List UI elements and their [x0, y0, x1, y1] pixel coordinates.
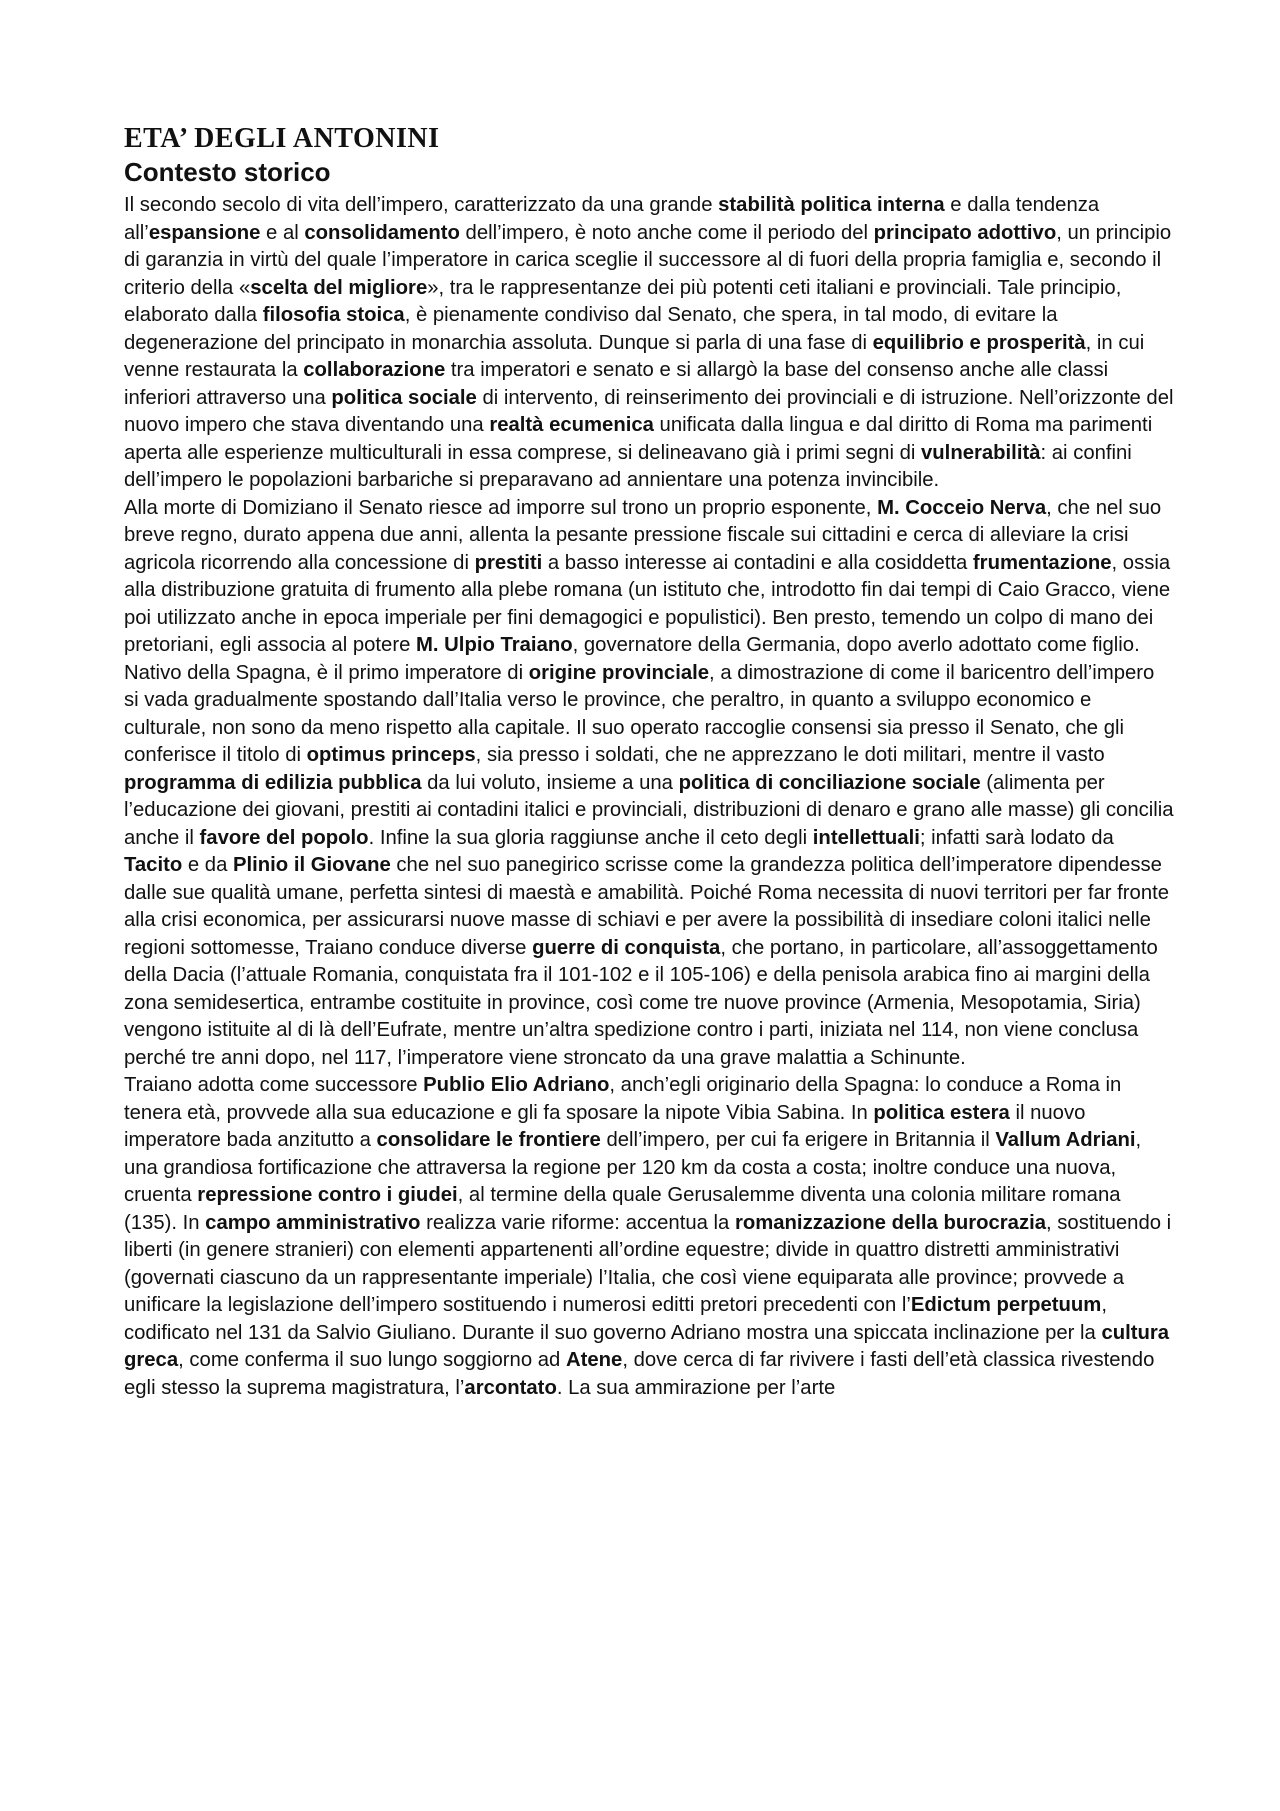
bold-term: intellettuali — [812, 826, 920, 849]
text-run: dell’impero, è noto anche come il periodo del — [459, 221, 874, 244]
text-run: dell’impero, per cui fa erigere in Britannia il — [600, 1129, 996, 1151]
text-run: e da — [182, 854, 233, 876]
bold-term: M. Cocceio Nerva — [877, 496, 1047, 519]
text-run: , che portano, in particolare, all’assoggettamento della Dacia (l’attuale Romania, conquistata fra il 101-102 e il 105-106) e della penisola arabica fino ai margini della zona semidesertica, entrambe costituite in province, così come tre nuove province (Armenia, Mesopotamia, Siria) vengono istituite al di là dell’Eufrate, mentre un’altra spedizione contro i parti, iniziata nel 114, non viene conclusa perché tre anni dopo, nel 117, l’imperatore viene stroncato da una grave malattia a Schinunte. — [124, 936, 1158, 1069]
text-run: di intervento, di reinserimento dei provinciali e di istruzione. Nell’orizzonte del nuovo impero che stava diventando una — [124, 386, 1174, 436]
bold-term: scelta del migliore — [250, 276, 428, 299]
document-body — [124, 192, 1174, 1402]
text-run: Traiano adotta come successore — [124, 1074, 424, 1096]
text-run: . Infine la sua gloria raggiunse anche il ceto degli — [368, 826, 813, 849]
document-title: ETA’ DEGLI ANTONINI — [124, 123, 440, 154]
bold-term: repressione contro i giudei — [197, 1184, 458, 1206]
bold-term: optimus princeps — [306, 744, 476, 766]
paragraph — [124, 495, 1174, 1073]
text-run: , è pienamente condiviso dal Senato, che spera, in tal modo, di evitare la degenerazione del principato in monarchia assoluta. Dunque si parla di una fase di — [124, 304, 1058, 354]
bold-term: Publio Elio Adriano — [423, 1074, 610, 1096]
bold-term: politica estera — [873, 1101, 1010, 1124]
text-run: : ai confini dell’impero le popolazioni barbariche si preparavano ad annientare una potenza invincibile. — [124, 441, 1132, 491]
text-run: Alla morte di Domiziano il Senato riesce ad imporre sul trono un proprio esponente, — [124, 496, 878, 519]
text-run: e al — [260, 221, 305, 244]
bold-term: equilibrio e prosperità — [872, 331, 1086, 354]
bold-term: guerre di conquista — [532, 936, 721, 959]
text-run: , governatore della Germania, dopo averlo adottato come figlio. Nativo della Spagna, è il primo imperatore di — [124, 634, 1140, 684]
bold-term: vulnerabilità — [921, 441, 1041, 464]
text-run: tra imperatori e senato e si allargò la base del consenso anche alle classi inferiori attraverso una — [124, 359, 1109, 409]
bold-term: prestiti — [474, 551, 543, 574]
bold-term: favore del popolo — [199, 826, 369, 849]
bold-term: collaborazione — [303, 359, 446, 381]
bold-term: espansione — [148, 221, 261, 244]
bold-term: cultura greca — [124, 1321, 1170, 1371]
text-run: , sostituendo i liberti (in genere stranieri) con elementi appartenenti all’ordine equestre; divide in quattro distretti amministrativi (governati ciascuno da un rappresentante imperiale) l’Italia, che così viene equiparata alle province; provvede a unificare la legislazione dell’impero sostituendo i numerosi editti pretori precedenti con l’ — [124, 1211, 1172, 1316]
document-page — [124, 122, 1174, 1402]
bold-term: Edictum perpetuum — [910, 1294, 1102, 1316]
bold-term: Vallum Adriani — [995, 1129, 1136, 1151]
text-run: , dove cerca di far rivivere i fasti dell’età classica rivestendo egli stesso la suprema magistratura, l’ — [124, 1349, 1155, 1399]
text-run: Il secondo secolo di vita dell’impero, caratterizzato da una grande — [124, 194, 719, 216]
bold-term: consolidamento — [304, 221, 460, 244]
text-run: unificata dalla lingua e dal diritto di Roma ma parimenti aperta alle esperienze multiculturali in essa comprese, si delineavano già i primi segni di — [124, 414, 1153, 464]
text-run: che nel suo panegirico scrisse come la grandezza politica dell’imperatore dipendesse dalle sue qualità umane, perfetta sintesi di maestà e amabilità. Poiché Roma necessita di nuovi territori per far fronte alla crisi economica, per assicurarsi nuove masse di schiavi e per avere la possibilità di insediare coloni italici nelle regioni sottomesse, Traiano conduce diverse — [124, 854, 1170, 959]
text-run: , al termine della quale Gerusalemme diventa una colonia militare romana (135). In — [124, 1184, 1121, 1234]
text-run: , a dimostrazione di come il baricentro dell’impero si vada gradualmente spostando dall’Italia verso le province, che peraltro, in quanto a sviluppo economico e culturale, non sono da meno rispetto alla capitale. Il suo operato raccoglie consensi sia presso il Senato, che gli conferisce il titolo di — [124, 661, 1155, 766]
bold-term: stabilità politica interna — [718, 194, 945, 216]
bold-term: Tacito — [124, 854, 183, 876]
text-run: il nuovo imperatore bada anzitutto a — [124, 1101, 1086, 1151]
text-run: , anch’egli originario della Spagna: lo conduce a Roma in tenera età, provvede alla sua educazione e gli fa sposare la nipote Vibia Sabina. In — [124, 1074, 1122, 1124]
text-run: e dalla tendenza all’ — [124, 194, 1100, 244]
bold-term: campo amministrativo — [205, 1211, 421, 1234]
section-heading: Contesto storico — [124, 157, 331, 187]
text-run: , una grandiosa fortificazione che attraversa la regione per 120 km da costa a costa; inoltre conduce una nuova, cruenta — [124, 1129, 1142, 1206]
text-run: (alimenta per l’educazione dei giovani, prestiti ai contadini italici e provinciali, distribuzioni di denaro e grano alle masse) gli concilia anche il — [124, 771, 1174, 849]
bold-term: politica di conciliazione sociale — [678, 771, 981, 794]
paragraph — [124, 1072, 1174, 1402]
text-run: , un principio di garanzia in virtù del quale l’imperatore in carica sceglie il successore al di fuori della propria famiglia e, secondo il criterio della « — [124, 221, 1172, 299]
text-run: realizza varie riforme: accentua la — [420, 1211, 735, 1234]
bold-term: Plinio il Giovane — [232, 854, 391, 876]
bold-term: programma di edilizia pubblica — [124, 771, 422, 794]
bold-term: filosofia stoica — [262, 304, 405, 326]
text-run: , come conferma il suo lungo soggiorno ad — [178, 1349, 566, 1371]
bold-term: arcontato — [464, 1376, 557, 1399]
text-run: a basso interesse ai contadini e alla cosiddetta — [542, 551, 973, 574]
bold-term: consolidare le frontiere — [376, 1129, 601, 1151]
text-run: . La sua ammirazione per l’arte — [556, 1376, 836, 1399]
bold-term: frumentazione — [972, 551, 1112, 574]
text-run: , in cui venne restaurata la — [124, 331, 1145, 381]
text-run: da lui voluto, insieme a una — [421, 771, 679, 794]
text-run: », tra le rappresentanze dei più potenti ceti italiani e provinciali. Tale principio, elaborato dalla — [124, 276, 1122, 326]
text-run: , sia presso i soldati, che ne apprezzano le doti militari, mentre il vasto — [475, 744, 1105, 766]
bold-term: politica sociale — [331, 386, 477, 409]
bold-term: principato adottivo — [873, 221, 1057, 244]
text-run: , che nel suo breve regno, durato appena due anni, allenta la pesante pressione fiscale sui cittadini e cerca di alleviare la crisi agricola ricorrendo alla concessione di — [124, 496, 1162, 574]
bold-term: romanizzazione della burocrazia — [734, 1211, 1047, 1234]
bold-term: realtà ecumenica — [489, 414, 654, 436]
bold-term: M. Ulpio Traiano — [416, 634, 573, 656]
text-run: , codificato nel 131 da Salvio Giuliano. Durante il suo governo Adriano mostra una spiccata inclinazione per la — [124, 1294, 1107, 1344]
text-run: , ossia alla distribuzione gratuita di frumento alla plebe romana (un istituto che, introdotto fin dai tempi di Caio Gracco, viene poi utilizzato anche in epoca imperiale per fini demagogici e populistici). Ben presto, temendo un colpo di mano dei pretoriani, egli associa al potere — [124, 551, 1171, 656]
paragraph — [124, 192, 1174, 495]
text-run: ; infatti sarà lodato da — [919, 826, 1114, 849]
bold-term: origine provinciale — [528, 661, 710, 684]
bold-term: Atene — [565, 1349, 623, 1371]
